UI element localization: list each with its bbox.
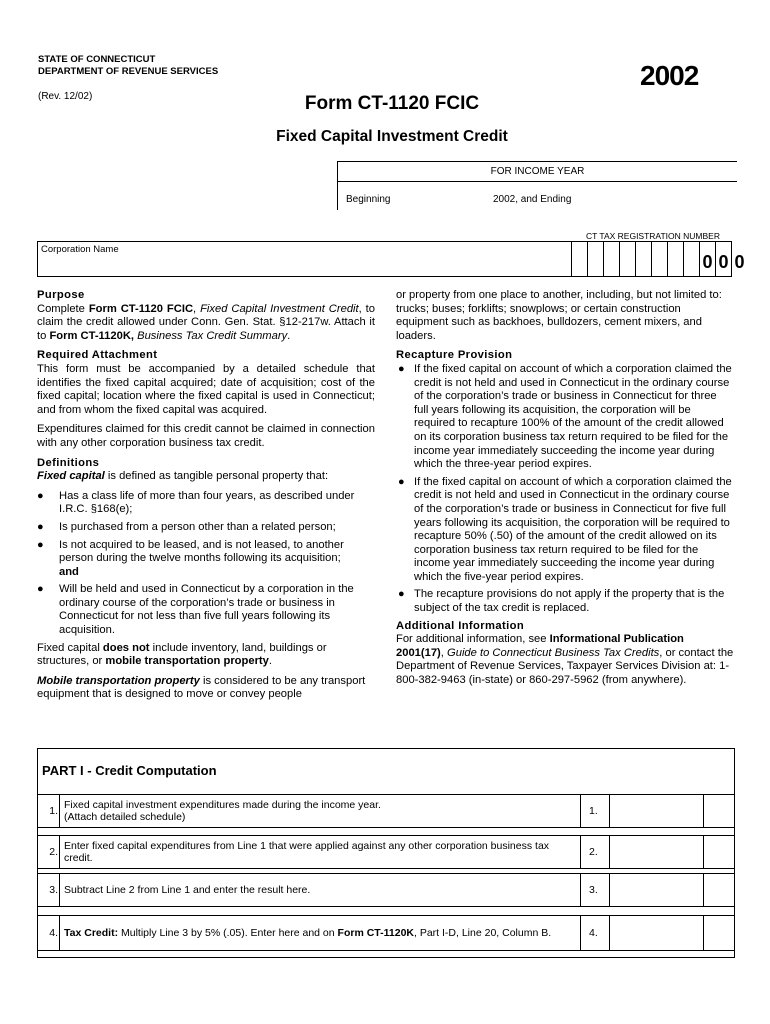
list-item <box>396 363 734 472</box>
table-row <box>37 915 735 951</box>
line-ref: 4. <box>589 927 598 939</box>
line-description <box>59 874 581 906</box>
purpose-text-part: Complete <box>37 302 89 315</box>
list-item <box>396 476 734 585</box>
line-text: Enter fixed capital expenditures from Line 1 that were applied against any other corporation business tax credit. <box>64 839 550 864</box>
list-item <box>396 588 734 615</box>
corporation-name-field[interactable] <box>37 241 745 277</box>
exclusions-text-part: include inventory, land, buildings or structures, or <box>37 641 327 668</box>
purpose-heading: Purpose <box>37 289 85 301</box>
beginning-label: Beginning <box>346 194 391 205</box>
agency-name <box>38 54 218 78</box>
bullet-text: Is purchased from a person other than a related person; <box>59 520 336 533</box>
registration-digit[interactable] <box>603 242 619 276</box>
line-description <box>59 916 581 950</box>
form-title: Form CT-1120 FCIC <box>304 93 480 114</box>
amount-dollars-input[interactable] <box>609 874 703 906</box>
registration-number-field[interactable] <box>571 242 747 276</box>
instructions-right-column <box>396 289 734 688</box>
purpose-text-part: , to claim the credit allowed under Conn. Gen. Stat. §12-217w. Attach it to <box>37 302 376 342</box>
agency-line-state: STATE OF CONNECTICUT <box>38 54 156 65</box>
fixed-capital-definition <box>37 470 375 484</box>
amount-cents-input[interactable] <box>703 916 735 950</box>
income-year-box <box>337 161 737 210</box>
amount-cents-input[interactable] <box>703 836 735 868</box>
line-description <box>59 795 581 827</box>
additional-info-text <box>396 633 734 687</box>
purpose-text-part: , <box>193 302 201 315</box>
line-text: (Attach detailed schedule) <box>64 811 186 823</box>
line-text: Fixed capital investment expenditures made during the income year. <box>64 798 381 811</box>
bullet-icon: ● <box>37 520 44 533</box>
amount-cents-input[interactable] <box>703 795 735 827</box>
bullet-icon: ● <box>398 362 405 375</box>
corporation-name-label: Corporation Name <box>41 244 119 255</box>
form-subtitle: Fixed Capital Investment Credit <box>276 128 508 145</box>
line-number: 3. <box>49 884 58 896</box>
bullet-text: If the fixed capital on account of which a corporation claimed the credit is not held and used in Connecticut in the ordinary course of the corporation’s trade or business in Connecticut for five full years following its acquisition, the corporation will be required to recapture 50% (.50) of the amount of the credit allowed on its corporation business tax return required to be filed for the income year immediately succeeding the income year during which the five-year period expires. <box>414 475 732 583</box>
registration-digit[interactable]: 0 <box>731 242 747 276</box>
registration-digit[interactable]: 0 <box>715 242 731 276</box>
line-number: 1. <box>49 805 58 817</box>
bullet-text: The recapture provisions do not apply if the property that is the subject of the tax credit is replaced. <box>414 588 725 615</box>
additional-text-part: , <box>440 646 448 659</box>
income-year-header: FOR INCOME YEAR <box>338 162 737 182</box>
bullet-icon: ● <box>37 489 44 502</box>
list-item <box>37 583 375 637</box>
mtp-def-text: is considered to be any transport equipment that is designed to move or convey people <box>37 674 366 701</box>
mtp-definition-continued: or property from one place to another, including, but not limited to: trucks; buses; forklifts; snowplows; or certain construction equipment such as backhoes, bulldozers, cement mixers, and loaders. <box>396 289 722 342</box>
registration-digit[interactable] <box>667 242 683 276</box>
definitions-heading: Definitions <box>37 456 100 469</box>
line-text: Multiply Line 3 by 5% (.05). Enter here and on <box>118 926 338 939</box>
additional-info-heading: Additional Information <box>396 619 525 632</box>
purpose-attach-form-ref: Form CT-1120K, <box>49 329 135 342</box>
part1-title: PART I - Credit Computation <box>42 763 217 778</box>
table-row <box>37 794 735 828</box>
expenditures-note: Expenditures claimed for this credit cannot be claimed in connection with any other corporation business tax credit. <box>37 423 375 449</box>
line-form-ref: Form CT-1120K <box>337 926 414 939</box>
bullet-and: and <box>59 565 79 578</box>
line-ref: 2. <box>589 846 598 858</box>
registration-digit[interactable] <box>635 242 651 276</box>
tax-credit-label: Tax Credit: <box>64 926 119 939</box>
revision-date: (Rev. 12/02) <box>38 91 93 102</box>
line-text: Subtract Line 2 from Line 1 and enter the result here. <box>64 883 311 896</box>
recapture-bullets <box>396 363 734 616</box>
bullet-icon: ● <box>37 538 44 551</box>
line-description <box>59 836 581 868</box>
amount-dollars-input[interactable] <box>609 916 703 950</box>
exclusions-text <box>37 642 375 669</box>
registration-digit[interactable]: 0 <box>699 242 715 276</box>
purpose-form-ref: Form CT-1120 FCIC <box>88 302 194 315</box>
purpose-form-name: Fixed Capital Investment Credit <box>200 302 359 315</box>
fixed-capital-def-text: is defined as tangible personal property that: <box>104 470 329 483</box>
list-item <box>37 490 375 517</box>
fixed-capital-term: Fixed capital <box>37 470 105 483</box>
ending-label: 2002, and Ending <box>493 194 572 205</box>
bullet-text: If the fixed capital on account of which a corporation claimed the credit is not held and used in Connecticut in the ordinary course of the corporation’s trade or business in Connecticut for three full years following its acquisition, the corporation will be required to recapture 100% of the amount of the credit allowed on its corporation business tax return required to be filed for the income year immediately succeeding the income year during which the three-year period expires. <box>414 362 732 471</box>
registration-digit[interactable] <box>651 242 667 276</box>
amount-dollars-input[interactable] <box>609 795 703 827</box>
recapture-heading: Recapture Provision <box>396 349 513 362</box>
list-item <box>37 539 375 580</box>
table-row <box>37 835 735 869</box>
mobile-transportation-definition <box>37 675 375 702</box>
bullet-text: Will be held and used in Connecticut by a corporation in the ordinary course of the corporation’s trade or business in Connecticut for not less than five full years following its acquisition. <box>59 583 354 637</box>
line-ref: 3. <box>589 884 598 896</box>
exclusions-text-part: Fixed capital <box>37 641 103 654</box>
purpose-text <box>37 303 375 344</box>
publication-ref: Informational Publication 2001(17) <box>396 633 684 659</box>
definition-bullets <box>37 490 375 638</box>
line-ref: 1. <box>589 805 598 817</box>
instructions-left-column <box>37 289 375 702</box>
additional-text-part: , or contact the Department of Revenue Services, Taxpayer Services Division at: 1-800-382-9463 (in-state) or 860-297-5962 (from anywhere). <box>396 646 734 687</box>
line-text: , Part I-D, Line 20, Column B. <box>414 926 552 939</box>
line-number: 2. <box>49 846 58 858</box>
bullet-icon: ● <box>398 475 405 488</box>
exclusions-text-part: . <box>268 655 272 668</box>
agency-line-department: DEPARTMENT OF REVENUE SERVICES <box>38 66 219 77</box>
required-attachment-text: This form must be accompanied by a detailed schedule that identifies the fixed capital acquired; date of acquisition; cost of the fixed capital; location where the fixed capital is used in Connecticut; and from whom the fixed capital was acquired. <box>37 362 375 416</box>
table-row <box>37 873 735 907</box>
registration-digit[interactable] <box>683 242 699 276</box>
purpose-attach-form-name: Business Tax Credit Summary <box>137 329 288 342</box>
exclusions-emphasis: does not <box>102 641 150 654</box>
bullet-text: Is not acquired to be leased, and is not leased, to another person during the twelve months following its acquisition; <box>59 538 344 565</box>
registration-number-label: CT TAX REGISTRATION NUMBER <box>586 231 720 241</box>
list-item <box>37 521 375 535</box>
amount-cents-input[interactable] <box>703 874 735 906</box>
bullet-icon: ● <box>398 588 405 601</box>
additional-text-part: For additional information, see <box>396 633 550 646</box>
amount-dollars-input[interactable] <box>609 836 703 868</box>
bullet-icon: ● <box>37 583 44 596</box>
line-number: 4. <box>49 927 58 939</box>
bullet-text: Has a class life of more than four years, as described under I.R.C. §168(e); <box>59 489 355 516</box>
publication-title: Guide to Connecticut Business Tax Credits <box>447 646 660 659</box>
registration-digit[interactable] <box>571 242 587 276</box>
exclusions-mtp: mobile transportation property <box>105 655 269 668</box>
purpose-text-part: . <box>287 329 291 342</box>
registration-digit[interactable] <box>587 242 603 276</box>
required-attachment-heading: Required Attachment <box>37 349 158 362</box>
registration-digit[interactable] <box>619 242 635 276</box>
tax-year: 2002 <box>640 60 699 91</box>
mtp-term: Mobile transportation property <box>37 674 200 687</box>
